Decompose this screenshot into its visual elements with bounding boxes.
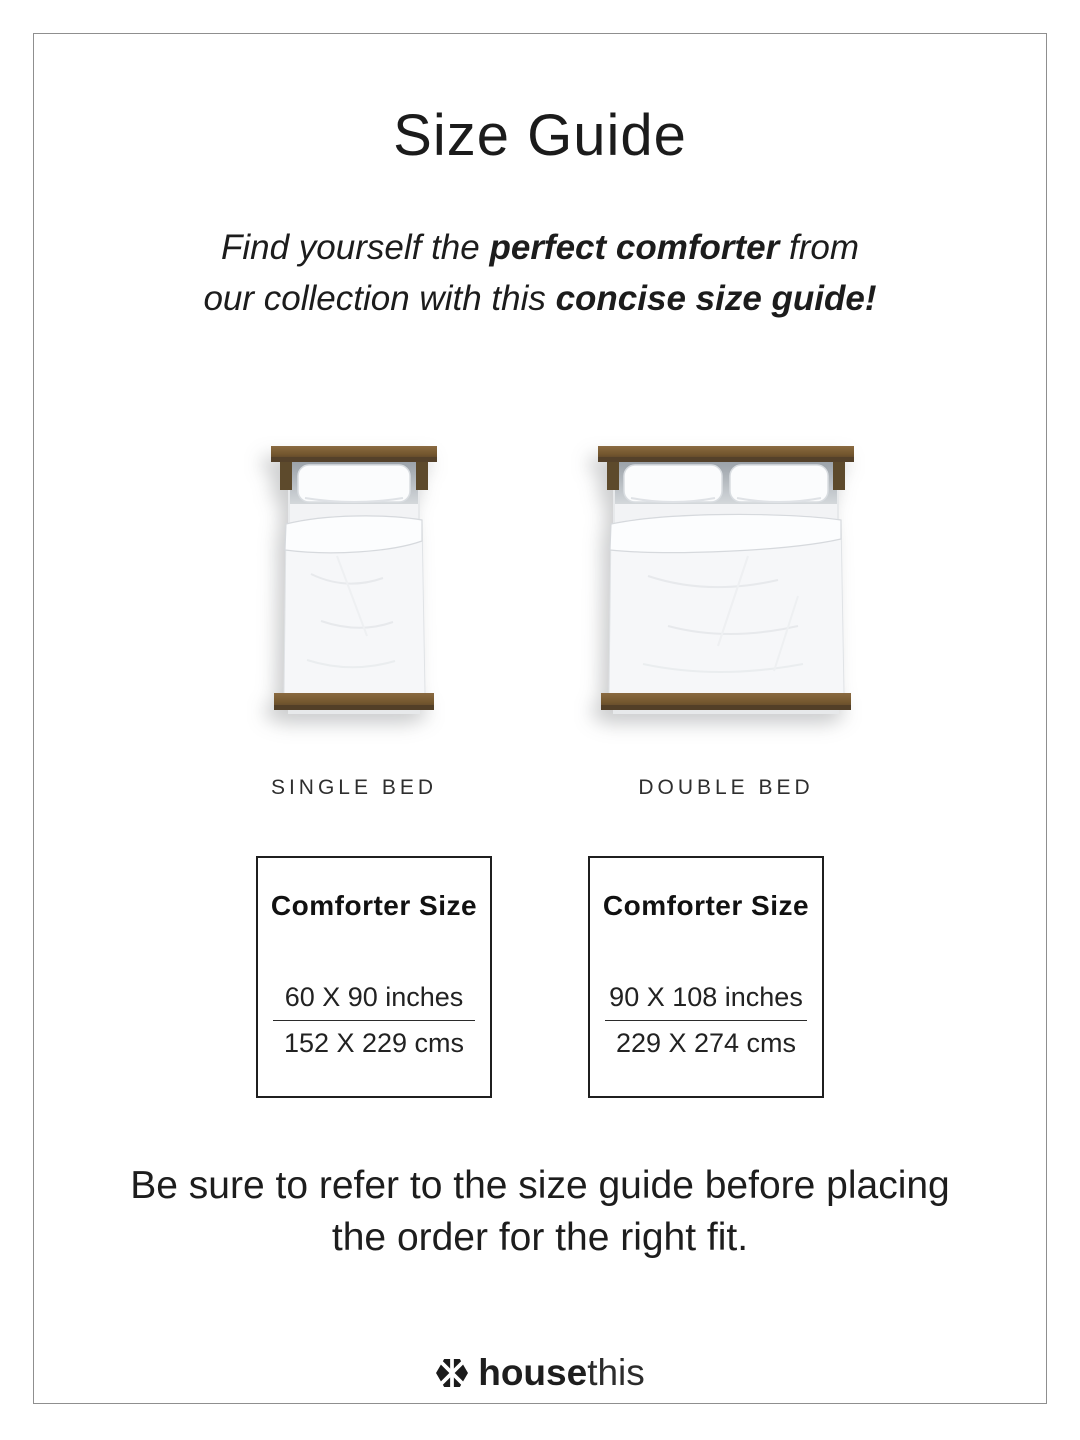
card-heading: Comforter Size bbox=[270, 890, 478, 921]
content-frame bbox=[33, 33, 1047, 1404]
brand-name-bold: house bbox=[478, 1352, 588, 1393]
brand-name-light: this bbox=[587, 1352, 645, 1393]
single-bed-label: SINGLE BED bbox=[270, 776, 438, 799]
intro-text bbox=[34, 222, 1046, 324]
intro-line2-regular: our collection with this bbox=[203, 279, 556, 319]
brand-name bbox=[478, 1354, 645, 1391]
footer-note-line2: the order for the right fit. bbox=[331, 1215, 749, 1259]
pillow-left bbox=[624, 465, 722, 502]
footer-note-line1: Be sure to refer to the size guide before placing bbox=[130, 1164, 950, 1207]
intro-line2-bold: concise size guide! bbox=[555, 279, 877, 319]
card-divider bbox=[273, 1020, 475, 1021]
page-title: Size Guide bbox=[393, 103, 687, 168]
intro-line2 bbox=[203, 279, 876, 318]
single-bed-top-view-icon bbox=[271, 446, 437, 732]
double-bed-label: DOUBLE BED bbox=[638, 776, 814, 799]
intro-line1-tail: from bbox=[779, 228, 859, 267]
card-values bbox=[258, 982, 490, 1059]
size-inches: 90 X 108 inches bbox=[609, 982, 803, 1012]
intro-line1-bold: perfect comforter bbox=[489, 228, 780, 267]
double-comforter-size-card bbox=[588, 856, 824, 1098]
card-divider bbox=[605, 1020, 807, 1021]
size-cards-row bbox=[34, 856, 1046, 1098]
intro-line1-regular: Find yourself the bbox=[221, 228, 490, 267]
size-inches: 60 X 90 inches bbox=[284, 982, 464, 1012]
double-bed-figure bbox=[571, 446, 881, 800]
pillow bbox=[298, 465, 410, 502]
brand-logo bbox=[34, 1354, 1046, 1391]
card-heading: Comforter Size bbox=[602, 890, 810, 921]
intro-line1 bbox=[221, 228, 859, 267]
size-cms: 152 X 229 cms bbox=[283, 1028, 465, 1058]
card-values bbox=[590, 982, 822, 1059]
footer-note bbox=[34, 1160, 1046, 1264]
pillow-right bbox=[730, 465, 828, 502]
single-comforter-size-card bbox=[256, 856, 492, 1098]
brand-hexagon-icon bbox=[435, 1356, 469, 1390]
single-bed-figure bbox=[199, 446, 509, 800]
bed-illustrations-row bbox=[34, 446, 1046, 800]
double-bed-top-view-icon bbox=[598, 446, 854, 732]
size-cms: 229 X 274 cms bbox=[615, 1028, 797, 1058]
